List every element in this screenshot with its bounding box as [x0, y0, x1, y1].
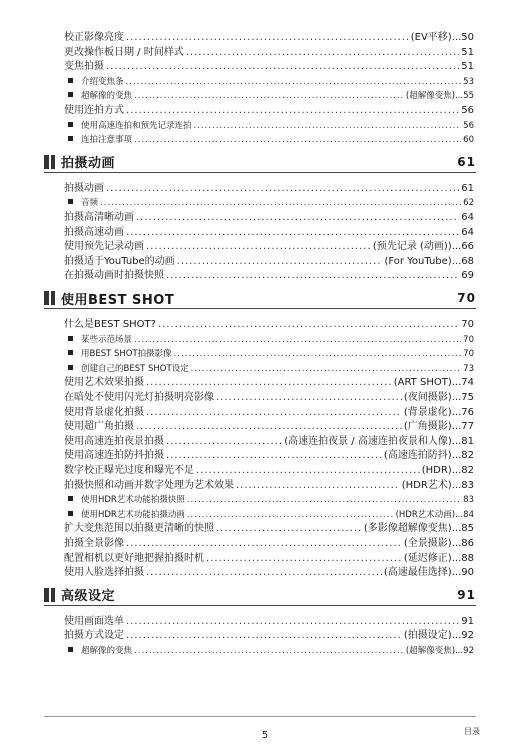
dot-leader — [126, 615, 459, 629]
toc-entry[interactable] — [64, 449, 474, 463]
toc-entry[interactable] — [64, 255, 474, 269]
toc-subentry[interactable] — [64, 75, 474, 89]
square-bullet-icon — [68, 350, 73, 355]
toc-entry-title: 使用超广角拍摄 — [64, 421, 134, 433]
dot-leader-tail: ... — [451, 406, 462, 418]
toc-entry-page-number: 70 — [463, 334, 474, 345]
toc-entry-page-number: 82 — [461, 465, 474, 476]
toc-entry-page-number: 84 — [463, 509, 474, 520]
toc-entry-page-number: 51 — [461, 61, 474, 73]
toc-entry-title: 使用背景虚化拍摄 — [64, 406, 144, 418]
toc-entry-page-number: 70 — [463, 349, 474, 360]
toc-entry-mode-name: (拍摄设定) — [403, 630, 452, 642]
toc-entry-title: 拍摄全景影像 — [64, 538, 124, 549]
square-bullet-icon — [68, 336, 73, 341]
toc-entry-title: 拍摄高速动画 — [64, 226, 124, 238]
toc-entry-mode-name: (EV平移) — [410, 32, 452, 43]
toc-entry[interactable] — [64, 420, 474, 434]
square-bullet-icon — [68, 365, 73, 370]
toc-entry-page-number: 69 — [461, 270, 474, 282]
footer-section-label: 目录 — [464, 727, 480, 736]
toc-entry[interactable] — [64, 615, 474, 629]
dot-leader — [194, 119, 462, 133]
toc-entry-page-number: 74 — [461, 377, 474, 389]
section-bars-icon — [44, 155, 55, 169]
toc-entry-page-number: 81 — [461, 435, 474, 447]
section-header[interactable] — [44, 585, 476, 606]
toc-entry-page-number: 92 — [463, 646, 474, 656]
toc-entry-page-number: 56 — [463, 120, 474, 131]
dot-leader — [186, 46, 460, 60]
dot-leader-tail: ... — [451, 479, 462, 491]
dot-leader-tail: ... — [451, 630, 462, 642]
toc-entry-page-number: 73 — [463, 363, 474, 374]
toc-entry-title: 变焦拍摄 — [64, 61, 104, 73]
toc-entry-title: 更改操作板日期 / 时间样式 — [64, 46, 184, 58]
toc-entry[interactable] — [64, 269, 474, 283]
section-title: 使用BEST SHOT — [61, 292, 175, 308]
dot-leader — [134, 89, 404, 103]
dot-leader — [206, 552, 402, 566]
dot-leader — [187, 493, 461, 507]
toc-entry-page-number: 60 — [463, 135, 474, 146]
toc-entry-mode-name: (HDR艺术动画) — [395, 509, 456, 520]
dot-leader-tail: ... — [455, 646, 464, 656]
toc-entry-title: 配置相机以更好地把握拍摄时机 — [64, 552, 204, 564]
toc-entry-title: 使用HDR艺术功能拍摄动画 — [81, 509, 185, 520]
toc-entry-title: 使用画面选单 — [64, 615, 124, 627]
dot-leader — [166, 435, 282, 449]
dot-leader-tail: ... — [451, 377, 462, 389]
dot-leader-tail: ... — [451, 450, 462, 462]
dot-leader — [126, 75, 462, 89]
toc-entry-mode-name: (HDR) — [421, 465, 452, 476]
toc-entry-title: 使用高速连拍防抖拍摄 — [64, 450, 164, 462]
toc-entry-title: 介绍变焦条 — [81, 76, 124, 87]
toc-entry[interactable] — [64, 552, 474, 566]
dot-leader — [126, 629, 402, 643]
section-page-number: 61 — [457, 154, 476, 169]
toc-entry-page-number: 64 — [461, 226, 474, 238]
dot-leader-tail: ... — [455, 509, 464, 520]
dot-leader — [126, 104, 459, 118]
toc-entry-title: 使用连拍方式 — [64, 105, 124, 116]
toc-entry[interactable] — [64, 537, 474, 551]
toc-entry-mode-name: (高速连拍防抖) — [383, 450, 452, 462]
toc-entry-page-number: 92 — [461, 630, 474, 642]
toc-entry[interactable] — [64, 60, 474, 74]
dot-leader-tail: ... — [451, 523, 462, 535]
section-title: 拍摄动画 — [61, 156, 116, 172]
dot-leader-tail: ... — [451, 392, 462, 403]
dot-leader-tail: ... — [451, 552, 462, 564]
toc-subentry[interactable] — [64, 196, 474, 210]
dot-leader-tail: ... — [451, 241, 462, 253]
toc-entry-title: 使用HDR艺术功能拍摄快照 — [81, 495, 185, 506]
dot-leader — [126, 31, 409, 45]
toc-entry-mode-name: (全景摄影) — [403, 538, 452, 549]
toc-entry-mode-name: (ART SHOT) — [393, 377, 452, 389]
toc-entry-mode-name: (HDR艺术) — [401, 479, 452, 491]
toc-entry-page-number: 66 — [461, 241, 474, 253]
section-title: 高级设定 — [61, 589, 116, 605]
toc-entry-title: 用BEST SHOT拍摄影像 — [81, 349, 172, 360]
toc-entry-page-number: 75 — [461, 392, 474, 403]
toc-subentry[interactable] — [64, 133, 474, 147]
toc-entry-page-number: 51 — [461, 46, 474, 58]
dot-leader-tail: ... — [451, 435, 462, 447]
dot-leader-tail: ... — [451, 255, 462, 267]
dot-leader — [191, 362, 462, 376]
toc-entry[interactable] — [64, 629, 474, 643]
section-page-number: 70 — [457, 291, 476, 305]
square-bullet-icon — [68, 92, 73, 97]
toc-entry-page-number: 61 — [461, 182, 474, 194]
dot-leader — [177, 255, 383, 269]
toc-entry[interactable] — [64, 376, 474, 390]
toc-entry-mode-name: (广角摄影) — [403, 421, 452, 433]
toc-entry-page-number: 70 — [461, 319, 474, 330]
toc-subentry[interactable] — [64, 362, 474, 376]
toc-entry-page-number: 77 — [461, 421, 474, 433]
toc-entry[interactable] — [64, 104, 474, 118]
toc-entry-page-number: 68 — [461, 255, 474, 267]
dot-leader-tail: ... — [451, 567, 462, 579]
toc-entry-page-number: 85 — [461, 523, 474, 535]
toc-entry-page-number: 83 — [463, 495, 474, 506]
section-bars-icon — [44, 588, 55, 602]
dot-leader-tail: ... — [455, 91, 464, 102]
toc-entry-title: 在暗处不使用闪光灯拍摄明亮影像 — [64, 392, 214, 403]
toc-entry-title: 音频 — [81, 198, 99, 209]
square-bullet-icon — [68, 122, 73, 127]
dot-leader-tail: ... — [451, 465, 462, 476]
toc-entry-title: 使用人脸选择拍摄 — [64, 567, 144, 579]
toc-entry-title: 使用预先记录动画 — [64, 241, 144, 253]
toc-entry[interactable] — [64, 435, 474, 449]
toc-subentry[interactable] — [64, 347, 474, 361]
toc-entry-mode-name: (夜间摄影) — [403, 392, 452, 403]
dot-leader — [146, 406, 402, 420]
toc-entry-title: 什么是BEST SHOT? — [64, 319, 156, 330]
toc-entry-page-number: 62 — [463, 198, 474, 209]
toc-entry[interactable] — [64, 31, 474, 45]
section-page-number: 91 — [457, 587, 476, 602]
toc-entry-page-number: 55 — [463, 91, 474, 102]
toc-subentry[interactable] — [64, 493, 474, 507]
toc-entry-title: 创建自己的BEST SHOT设定 — [81, 363, 189, 374]
toc-entry-page-number: 90 — [461, 567, 474, 579]
toc-entry-title: 使用艺术效果拍摄 — [64, 377, 144, 389]
square-bullet-icon — [68, 199, 73, 204]
toc-entry-mode-name: (高速最佳选择) — [383, 567, 452, 579]
dot-leader — [187, 508, 394, 522]
toc-entry-title: 扩大变焦范围以拍摄更清晰的快照 — [64, 523, 214, 535]
toc-entry-mode-name: (预先记录 (动画)) — [372, 241, 452, 253]
toc-subentry[interactable] — [64, 644, 474, 658]
toc-entry[interactable] — [64, 318, 474, 332]
toc-entry-title: 拍摄动画 — [64, 182, 104, 194]
footer-page-number: 5 — [261, 730, 269, 741]
toc-entry-title: 在拍摄动画时拍摄快照 — [64, 270, 164, 282]
dot-leader — [146, 240, 371, 254]
footer-divider — [44, 716, 476, 717]
toc-entry-page-number: 91 — [461, 615, 474, 627]
toc-entry[interactable] — [64, 391, 474, 405]
toc-entry-page-number: 56 — [461, 105, 474, 116]
square-bullet-icon — [68, 647, 73, 652]
section-header[interactable] — [44, 152, 476, 173]
dot-leader — [146, 566, 382, 580]
toc-entry[interactable] — [64, 479, 474, 493]
toc-entry-page-number: 83 — [461, 479, 474, 491]
dot-leader — [146, 376, 392, 390]
dot-leader — [106, 60, 459, 74]
toc-subentry[interactable] — [64, 89, 474, 103]
toc-subentry[interactable] — [64, 119, 474, 133]
toc-entry-page-number: 88 — [461, 552, 474, 564]
dot-leader — [106, 182, 459, 196]
toc-entry-title: 某些示范场景 — [81, 334, 133, 345]
toc-entry-title: 数字校正曝光过度和曝光不足 — [64, 465, 194, 476]
dot-leader — [136, 420, 402, 434]
square-bullet-icon — [68, 136, 73, 141]
toc-entry[interactable] — [64, 406, 474, 420]
toc-entry-page-number: 76 — [461, 406, 474, 418]
toc-entry-title: 校正影像亮度 — [64, 32, 124, 43]
toc-entry-title: 拍摄高清晰动画 — [64, 212, 134, 223]
toc-entry-title: 超解像的变焦 — [81, 91, 133, 102]
toc-entry-title: 拍摄方式设定 — [64, 630, 124, 642]
toc-entry[interactable] — [64, 211, 474, 225]
dot-leader — [100, 196, 461, 210]
toc-entry[interactable] — [64, 566, 474, 580]
toc-entry[interactable] — [64, 182, 474, 196]
dot-leader — [158, 318, 459, 332]
toc-entry[interactable] — [64, 522, 474, 536]
toc-entry-mode-name: (高速连拍夜景 / 高速连拍夜景和人像) — [284, 435, 452, 447]
toc-subentry[interactable] — [64, 333, 474, 347]
toc-entry-mode-name: (For YouTube) — [384, 255, 452, 267]
square-bullet-icon — [68, 496, 73, 501]
section-bars-icon — [44, 291, 55, 305]
toc-entry-title: 拍摄快照和动画并数字处理为艺术效果 — [64, 479, 234, 491]
toc-entry-title: 使用高速连拍夜景拍摄 — [64, 435, 164, 447]
toc-entry-title: 连拍注意事项 — [81, 135, 133, 146]
dot-leader — [166, 269, 459, 283]
dot-leader — [134, 133, 461, 147]
toc-entry-page-number: 50 — [461, 32, 474, 43]
toc-entry-page-number: 86 — [461, 538, 474, 549]
dot-leader — [126, 537, 402, 551]
dot-leader — [236, 479, 400, 493]
toc-entry-title: 超解像的变焦 — [81, 646, 133, 656]
section-header[interactable] — [44, 288, 476, 309]
dot-leader — [134, 644, 404, 658]
toc-entry-title: 使用高速连拍和预先记录连拍 — [81, 120, 192, 131]
dot-leader-tail: ... — [451, 32, 462, 43]
square-bullet-icon — [68, 78, 73, 83]
toc-entry-page-number: 82 — [461, 450, 474, 462]
dot-leader — [174, 347, 462, 361]
toc-entry-mode-name: (超解像变焦) — [405, 91, 456, 102]
dot-leader-tail: ... — [451, 538, 462, 549]
dot-leader-tail: ... — [451, 421, 462, 433]
toc-entry[interactable] — [64, 46, 474, 60]
toc-entry-page-number: 53 — [463, 76, 474, 87]
toc-entry-page-number: 64 — [461, 212, 474, 223]
dot-leader — [126, 226, 459, 240]
square-bullet-icon — [68, 511, 73, 516]
toc-subentry[interactable] — [64, 508, 474, 522]
toc-entry[interactable] — [64, 240, 474, 254]
toc-entry-mode-name: (延迟修正) — [403, 552, 452, 564]
dot-leader — [216, 522, 362, 536]
toc-entry[interactable] — [64, 464, 474, 478]
toc-entry-title: 拍摄适于YouTube的动画 — [64, 255, 175, 267]
dot-leader — [196, 464, 420, 478]
toc-entry-mode-name: (背景虚化) — [403, 406, 452, 418]
toc-entry-mode-name: (超解像变焦) — [405, 646, 456, 656]
dot-leader — [216, 391, 402, 405]
dot-leader — [134, 333, 461, 347]
toc-entry[interactable] — [64, 226, 474, 240]
dot-leader — [166, 449, 382, 463]
toc-entry-mode-name: (多影像超解像变焦) — [363, 523, 452, 535]
dot-leader — [136, 211, 459, 225]
